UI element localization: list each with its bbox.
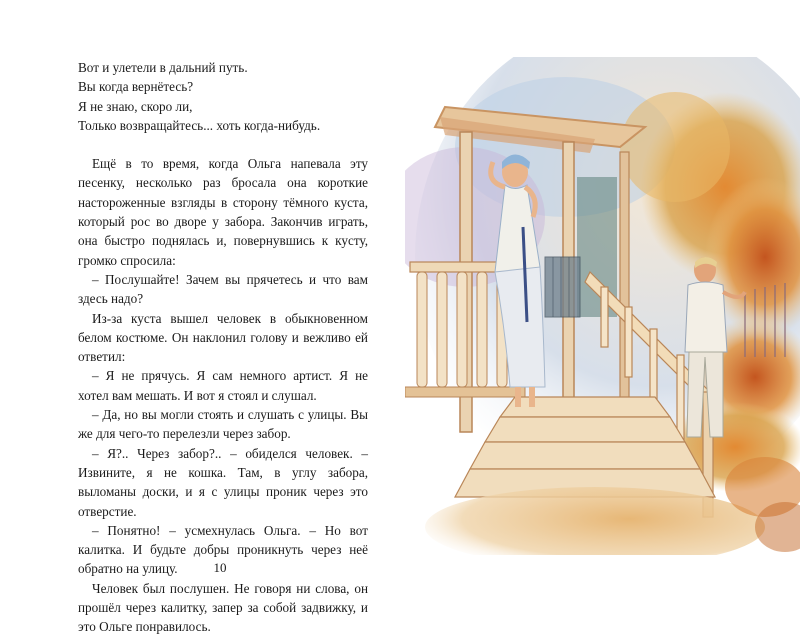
paragraph: Ещё в то время, когда Ольга напевала эту песенку, несколько раз бросала она короткие настороженные взгляды в сторону тёмного куста, который рос во дворе у забора. Закончив играть, она быстро поднялась и, повернувшись к кусту, громко спросила: xyxy=(78,156,368,268)
paragraph: – Я не прячусь. Я сам немного артист. Я не хотел вам мешать. И вот я стоял и слушал. xyxy=(78,368,368,403)
poem-block xyxy=(78,58,368,135)
text-column xyxy=(78,58,368,637)
page-number: 10 xyxy=(213,560,227,575)
paragraph: – Понятно! – усмехнулась Ольга. – Но вот калитка. И будьте добры проникнуть через неё обратно на улицу. xyxy=(78,522,368,577)
poem-line: Вы когда вернётесь? xyxy=(78,79,194,95)
poem-line: Я не знаю, скоро ли, xyxy=(78,98,193,114)
watercolor-porch-illustration xyxy=(405,57,800,555)
poem-line: Только возвращайтесь... хоть когда-нибудь. xyxy=(78,117,321,133)
paragraph: – Да, но вы могли стоять и слушать с улицы. Вы же для чего-то перелезли через забор. xyxy=(78,407,368,442)
paragraph: Человек был послушен. Не говоря ни слова, он прошёл через калитку, запер за собой задвижку, и это Ольге понравилось. xyxy=(78,580,368,635)
poem-line: Вот и улетели в дальний путь. xyxy=(78,60,248,75)
paragraph: – Послушайте! Зачем вы прячетесь и что вам здесь надо? xyxy=(78,271,368,307)
paragraph: Из-за куста вышел человек в обыкновенном белом костюме. Он наклонил голову и вежливо ей ответил: xyxy=(78,310,368,365)
paragraph: – Я?.. Через забор?.. – обиделся человек. – Извините, я не кошка. Там, в углу забора, выломаны доски, и я с улицы проник через это отверстие. xyxy=(78,445,368,519)
